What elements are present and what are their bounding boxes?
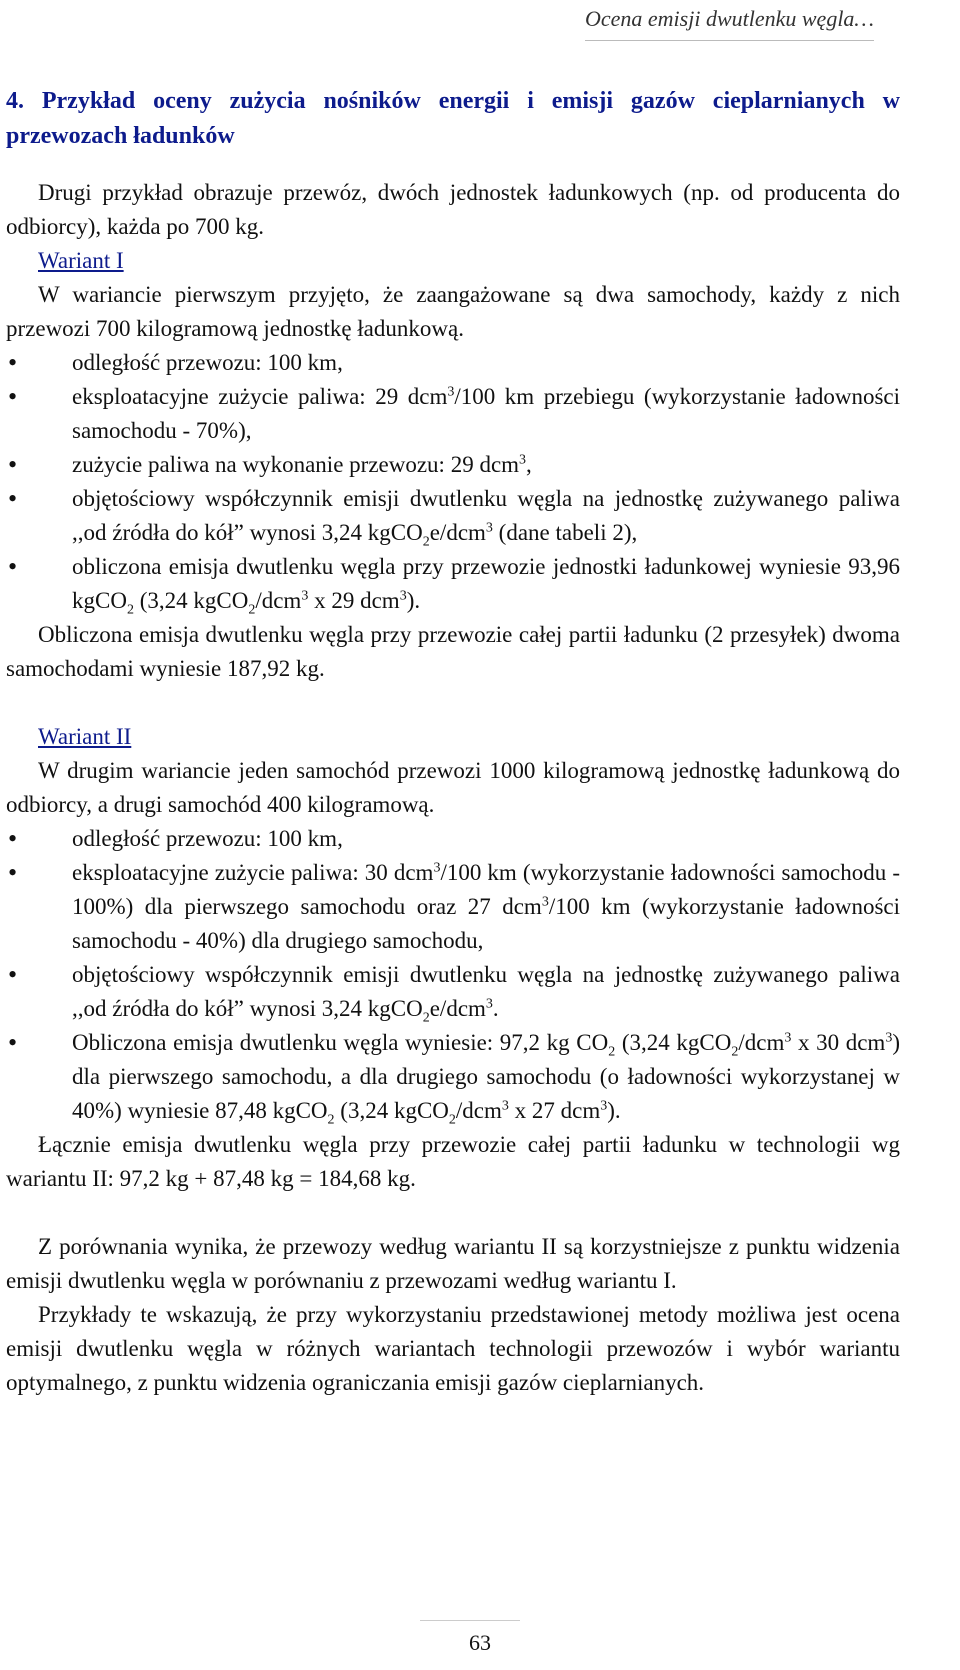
variant-1-heading: Wariant I (38, 248, 124, 273)
summary-paragraph-comparison: Z porównania wynika, że przewozy według wariantu II są korzystniejsze z punktu widzenia emisji dwutlenku węgla w porównaniu z przewozami według wariantu I. (6, 1234, 900, 1293)
list-item: • Obliczona emisja dwutlenku węgla wyniesie: 97,2 kg $CO_2$ (3,24 kgCO$_2$/dcm$^3$ x 30 dcm$^3$) dla pierwszego samochodu, a dla drugiego samochodu (o ładowności wykorzystanej w 40%) wyniesie 87,48 kgCO$_2$ (3,24 kgCO$_2$/dcm$^3$ x 27 dcm$^3$). (6, 1026, 900, 1128)
section-title: 4. Przykład oceny zużycia nośników energii i emisji gazów cieplarnianych w przewozach ładunków (6, 88, 900, 149)
list-item: • eksploatacyjne zużycie paliwa: 29 dcm$^3$/100 km przebiegu (wykorzystanie ładowności samochodu - 70%), (6, 380, 900, 448)
list-item: • odległość przewozu: 100 km, (6, 822, 900, 856)
page-number: 63 (469, 1630, 491, 1655)
document-body (6, 84, 900, 1400)
list-item: • odległość przewozu: 100 km, (6, 346, 900, 380)
variant-1-description: W wariancie pierwszym przyjęto, że zaangażowane są dwa samochody, każdy z nich przewozi 700 kilogramową jednostkę ładunkową. (6, 282, 900, 341)
variant-1-bullet-list (6, 346, 900, 618)
variant-2-heading: Wariant II (38, 724, 132, 749)
list-item: • eksploatacyjne zużycie paliwa: 30 dcm$^3$/100 km (wykorzystanie ładowności samochodu - 100%) dla pierwszego samochodu oraz 27 dcm$^3$/100 km (wykorzystanie ładowności samochodu - 40%) dla drugiego samochodu, (6, 856, 900, 958)
list-item: • objętościowy współczynnik emisji dwutlenku węgla na jednostkę zużywanego paliwa ,,od źródła do kół” wynosi 3,24 kgCO$_2$e/dcm$^3$ (dane tabeli 2), (6, 482, 900, 550)
list-item: • objętościowy współczynnik emisji dwutlenku węgla na jednostkę zużywanego paliwa ,,od źródła do kół” wynosi 3,24 kgCO$_2$e/dcm$^3$. (6, 958, 900, 1026)
footer-divider (420, 1620, 520, 1621)
list-item: • obliczona emisja dwutlenku węgla przy przewozie jednostki ładunkowej wyniesie 93,96 kgCO$_2$ (3,24 kgCO$_2$/dcm$^3$ x 29 dcm$^3$). (6, 550, 900, 618)
running-header: Ocena emisji dwutlenku węgla… (585, 2, 874, 41)
variant-2-bullet-list (6, 822, 900, 1128)
list-item: • zużycie paliwa na wykonanie przewozu: 29 dcm$^3$, (6, 448, 900, 482)
variant-2-conclusion: Łącznie emisja dwutlenku węgla przy przewozie całej partii ładunku w technologii wg wariantu II: 97,2 kg + 87,48 kg = 184,68 kg. (6, 1132, 900, 1191)
summary-paragraph-method: Przykłady te wskazują, że przy wykorzystaniu przedstawionej metody możliwa jest ocena emisji dwutlenku węgla w różnych wariantach technologii przewozów i wybór wariantu optymalnego, z punktu widzenia ograniczania emisji gazów cieplarnianych. (6, 1302, 900, 1395)
variant-1-conclusion: Obliczona emisja dwutlenku węgla przy przewozie całej partii ładunku (2 przesyłek) dwoma samochodami wyniesie 187,92 kg. (6, 622, 900, 681)
variant-2-description: W drugim wariancie jeden samochód przewozi 1000 kilogramową jednostkę ładunkową do odbiorcy, a drugi samochód 400 kilogramową. (6, 758, 900, 817)
intro-paragraph: Drugi przykład obrazuje przewóz, dwóch jednostek ładunkowych (np. od producenta do odbiorcy), każda po 700 kg. (6, 180, 900, 239)
